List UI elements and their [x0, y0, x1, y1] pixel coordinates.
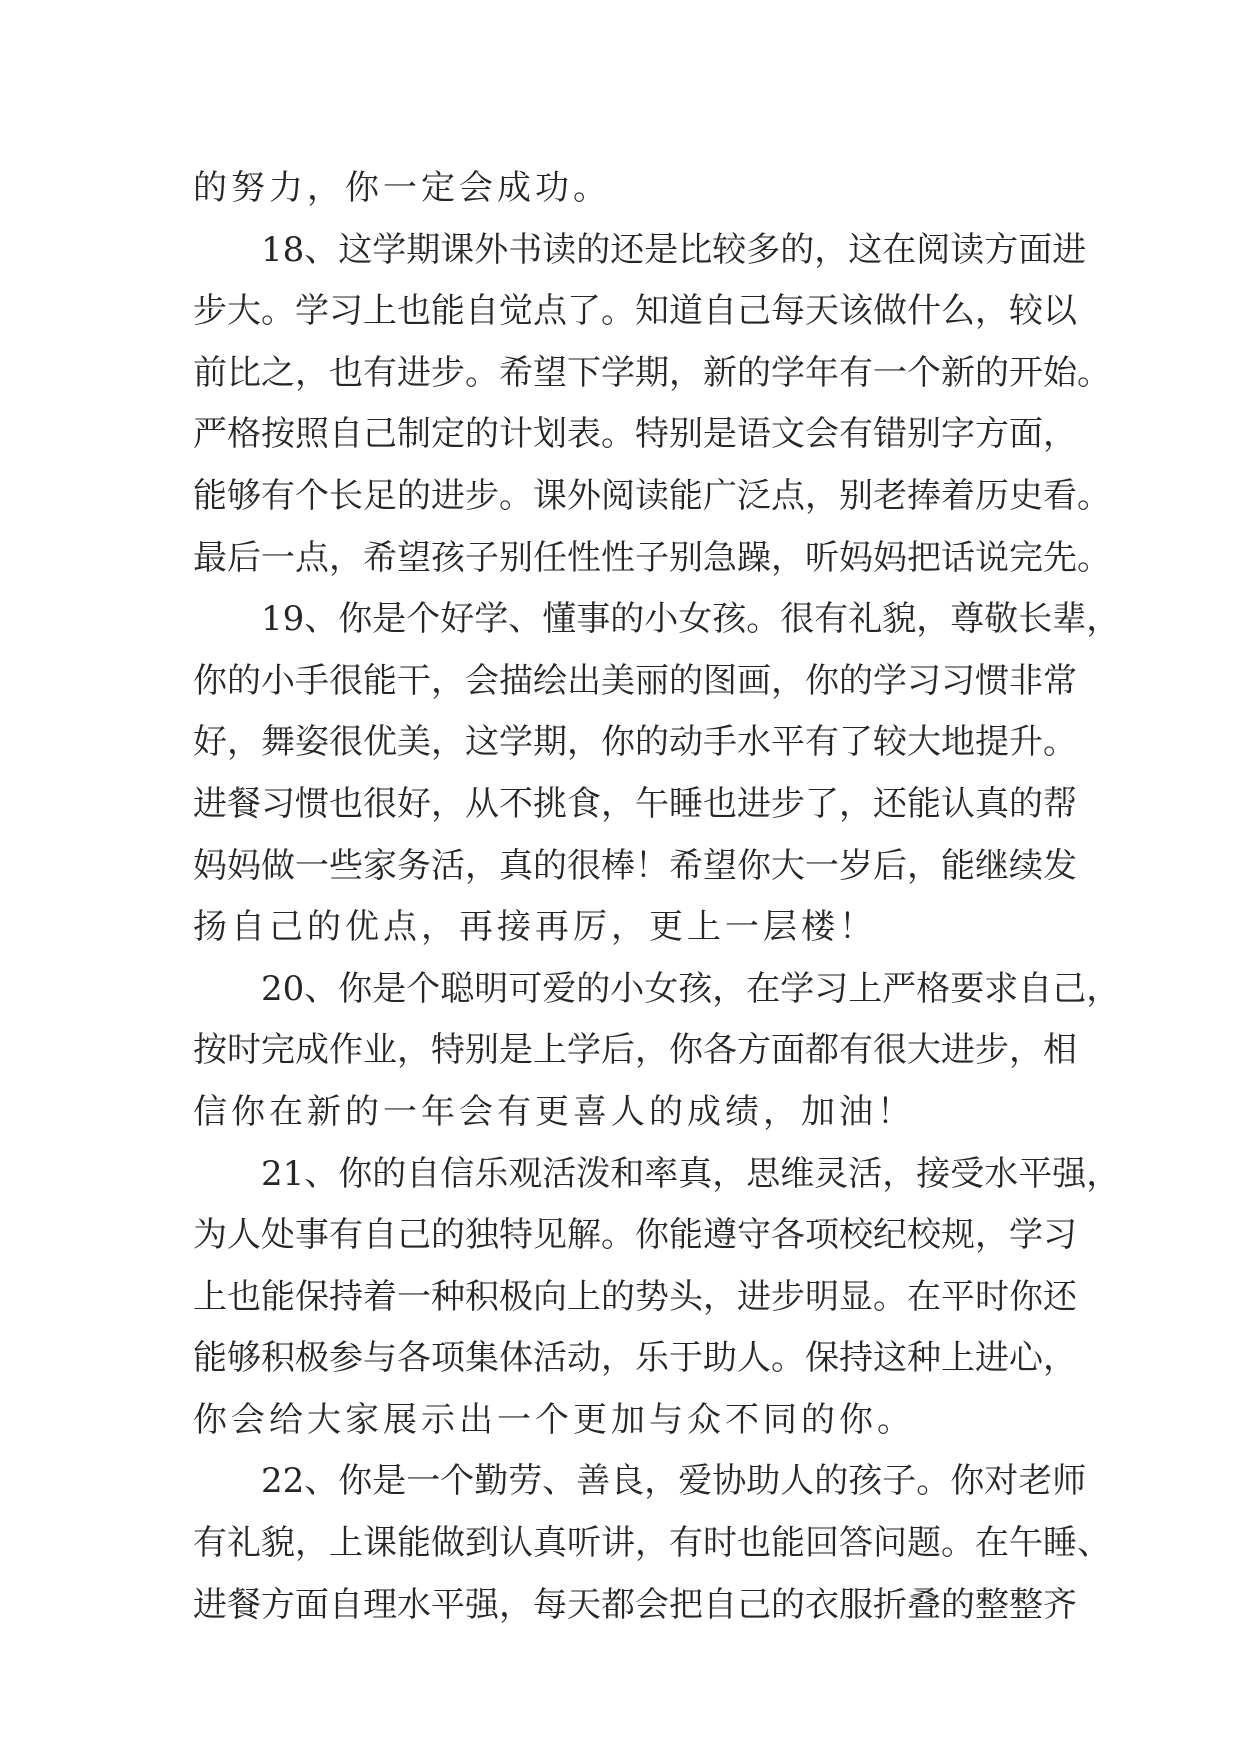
text-line: 严格按照自己制定的计划表。特别是语文会有错别字方面， [193, 414, 1077, 455]
paragraph-22-first-line: 22、你是一个勤劳、善良，爱协助人的孩子。你对老师 [261, 1461, 1087, 1502]
text-line: 妈妈做一些家务活，真的很棒！希望你大一岁后，能继续发 [193, 845, 1077, 886]
text-line: 能够有个长足的进步。课外阅读能广泛点，别老捧着历史看。 [193, 475, 1111, 516]
text-line: 步大。学习上也能自觉点了。知道自己每天该做什么，较以 [193, 291, 1077, 332]
paragraph-20-first-line: 20、你是个聪明可爱的小女孩，在学习上严格要求自己， [261, 968, 1121, 1009]
document-body [193, 158, 1121, 1636]
paragraph-19-first-line: 19、你是个好学、懂事的小女孩。很有礼貌，尊敬长辈， [261, 599, 1121, 640]
text-line: 好，舞姿很优美，这学期，你的动手水平有了较大地提升。 [193, 722, 1077, 763]
text-line: 按时完成作业，特别是上学后，你各方面都有很大进步，相 [193, 1030, 1077, 1071]
text-line: 上也能保持着一种积极向上的势头，进步明显。在平时你还 [193, 1276, 1077, 1317]
text-line: 的努力，你一定会成功。 [193, 168, 611, 208]
text-line: 最后一点，希望孩子别任性性子别急躁，听妈妈把话说完先。 [193, 537, 1111, 578]
text-line: 信你在新的一年会有更喜人的成绩，加油！ [193, 1091, 915, 1132]
text-line: 你会给大家展示出一个更加与众不同的你。 [193, 1399, 915, 1440]
text-line: 进餐方面自理水平强，每天都会把自己的衣服折叠的整整齐 [193, 1584, 1077, 1625]
text-line: 扬自己的优点，再接再厉，更上一层楼！ [193, 907, 877, 948]
paragraph-18-first-line: 18、这学期课外书读的还是比较多的，这在阅读方面进 [261, 229, 1087, 270]
text-line: 前比之，也有进步。希望下学期，新的学年有一个新的开始。 [193, 352, 1111, 393]
text-line: 有礼貌，上课能做到认真听讲，有时也能回答问题。在午睡、 [193, 1523, 1111, 1564]
paragraph-21-first-line: 21、你的自信乐观活泼和率真，思维灵活，接受水平强， [261, 1153, 1121, 1194]
text-line: 能够积极参与各项集体活动，乐于助人。保持这种上进心， [193, 1338, 1077, 1379]
text-line: 进餐习惯也很好，从不挑食，午睡也进步了，还能认真的帮 [193, 783, 1077, 824]
text-line: 你的小手很能干，会描绘出美丽的图画，你的学习习惯非常 [193, 660, 1077, 701]
text-line: 为人处事有自己的独特见解。你能遵守各项校纪校规，学习 [193, 1215, 1077, 1256]
